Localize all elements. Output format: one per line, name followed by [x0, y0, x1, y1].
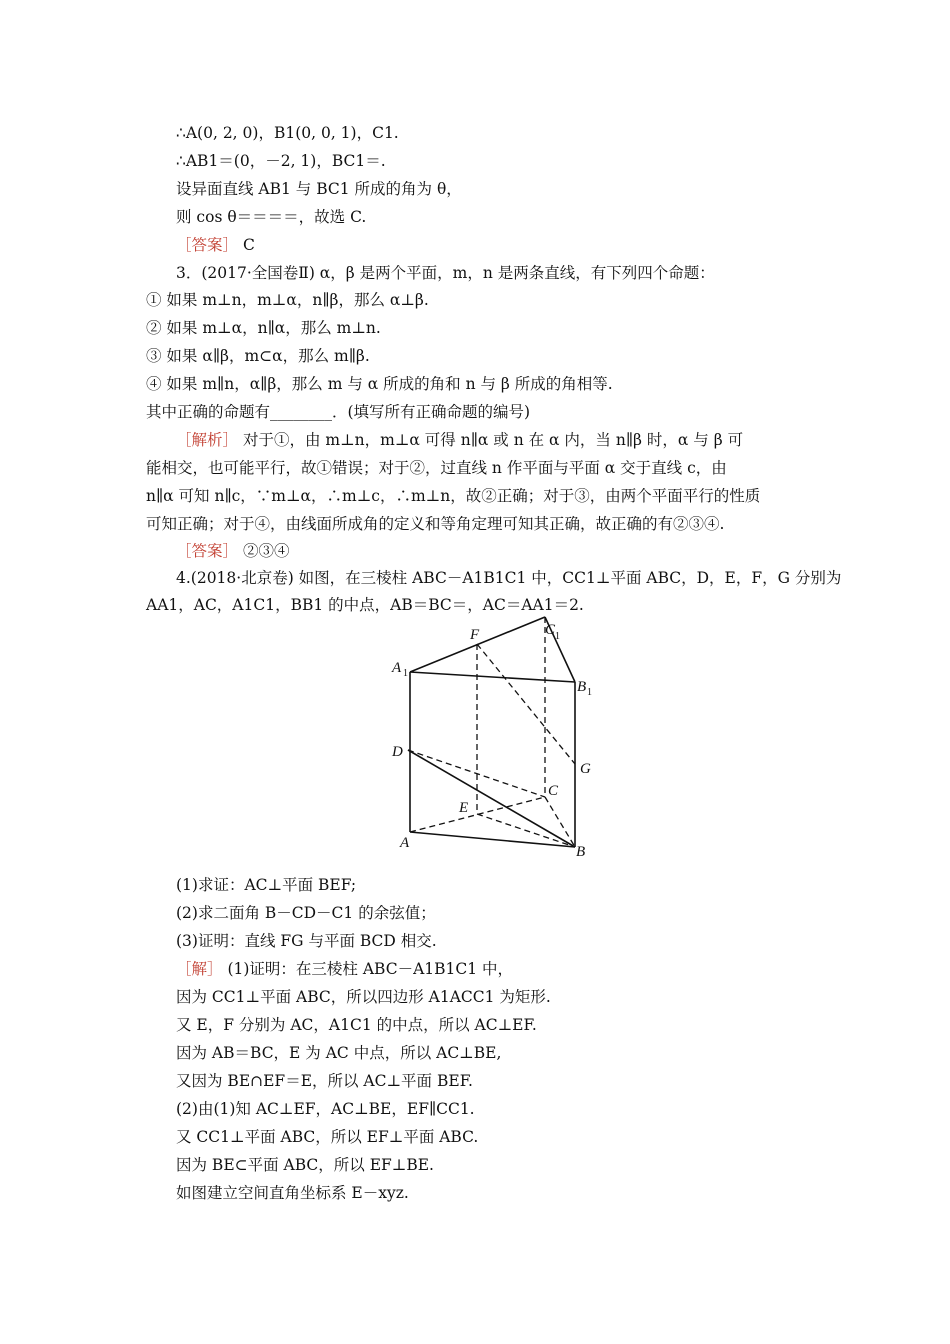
text-line: n∥α 可知 n∥c，∵m⊥α，∴m⊥c，∴m⊥n，故②正确；对于③，由两个平面平行的性质	[146, 487, 761, 505]
answer-line	[176, 235, 255, 255]
proposition-3: ③ 如果 α∥β，m⊂α，那么 m∥β.	[146, 347, 370, 365]
text-line: 又 CC1⊥平面 ABC，所以 EF⊥平面 ABC.	[176, 1128, 479, 1146]
analysis-tag: ［解析］	[176, 431, 239, 449]
answer-value: ②③④	[242, 542, 290, 560]
text-line: 又 E，F 分别为 AC，A1C1 的中点，所以 AC⊥EF.	[176, 1016, 537, 1034]
analysis-text: 对于①，由 m⊥n，m⊥α 可得 n∥α 或 n 在 α 内，当 n∥β 时，α 与 β 可	[242, 431, 744, 449]
label-b: B	[576, 844, 586, 860]
text-line: 因为 BE⊂平面 ABC，所以 EF⊥BE.	[176, 1156, 434, 1174]
text-line: ∴AB1＝(0，－2, 1)，BC1＝.	[176, 152, 386, 170]
question-2: (2)求二面角 B－CD－C1 的余弦值；	[176, 904, 436, 922]
text-line: (2)由(1)知 AC⊥EF，AC⊥BE，EF∥CC1.	[176, 1100, 475, 1118]
proposition-4: ④ 如果 m∥n，α∥β，那么 m 与 α 所成的角和 n 与 β 所成的角相等.	[146, 375, 613, 393]
prism-figure	[380, 612, 610, 862]
text-line: 可知正确；对于④，由线面所成角的定义和等角定理可知其正确，故正确的有②③④.	[146, 515, 725, 533]
label-a: A	[400, 835, 410, 851]
problem-3-title: 3．(2017·全国卷Ⅱ) α，β 是两个平面，m，n 是两条直线，有下列四个命题：	[176, 264, 715, 282]
label-a1-subscript: 1	[403, 668, 408, 679]
label-c1-subscript: 1	[555, 631, 560, 642]
proposition-1: ① 如果 m⊥n，m⊥α，n∥β，那么 α⊥β.	[146, 291, 429, 309]
label-e: E	[459, 800, 469, 816]
text-line: 又因为 BE∩EF＝E，所以 AC⊥平面 BEF.	[176, 1072, 473, 1090]
text-line: 因为 AB＝BC，E 为 AC 中点，所以 AC⊥BE,	[176, 1044, 502, 1062]
text-line: 如图建立空间直角坐标系 E－xyz.	[176, 1184, 409, 1202]
label-c: C	[548, 783, 559, 799]
proposition-2: ② 如果 m⊥α，n∥α，那么 m⊥n.	[146, 319, 381, 337]
solution-tag: ［解］	[176, 960, 223, 978]
label-g: G	[580, 761, 591, 777]
text-line: AA1，AC，A1C1，BB1 的中点，AB＝BC＝，AC＝AA1＝2.	[146, 596, 584, 614]
label-d: D	[392, 744, 403, 760]
solution-text: (1)证明：在三棱柱 ABC－A1B1C1 中，	[227, 960, 514, 978]
label-b1: B	[577, 679, 587, 695]
text-line: 因为 CC1⊥平面 ABC，所以四边形 A1ACC1 为矩形.	[176, 988, 551, 1006]
text-line: 能相交，也可能平行，故①错误；对于②，过直线 n 作平面与平面 α 交于直线 c，由	[146, 459, 727, 477]
problem-3-question: 其中正确的命题有________．(填写所有正确命题的编号)	[146, 403, 531, 421]
label-b1-subscript: 1	[587, 687, 592, 698]
label-a1: A	[392, 660, 402, 676]
answer-value: C	[242, 236, 255, 254]
label-c1: C	[545, 622, 556, 638]
text-line: 设异面直线 AB1 与 BC1 所成的角为 θ，	[176, 180, 462, 198]
answer-line	[176, 541, 289, 561]
question-3: (3)证明：直线 FG 与平面 BCD 相交.	[176, 932, 437, 950]
answer-tag: ［答案］	[176, 542, 239, 560]
text-line: ∴A(0, 2, 0)，B1(0, 0, 1)，C1.	[176, 124, 399, 142]
question-1: (1)求证：AC⊥平面 BEF;	[176, 876, 357, 894]
text-line: 则 cos θ＝＝＝＝，故选 C.	[176, 208, 367, 226]
solution-line	[176, 959, 513, 979]
problem-4-title: 4.(2018·北京卷) 如图，在三棱柱 ABC－A1B1C1 中，CC1⊥平面 ABC，D，E，F，G 分别为	[176, 569, 842, 587]
analysis-line	[176, 430, 743, 450]
label-f: F	[470, 627, 480, 643]
answer-tag: ［答案］	[176, 236, 239, 254]
